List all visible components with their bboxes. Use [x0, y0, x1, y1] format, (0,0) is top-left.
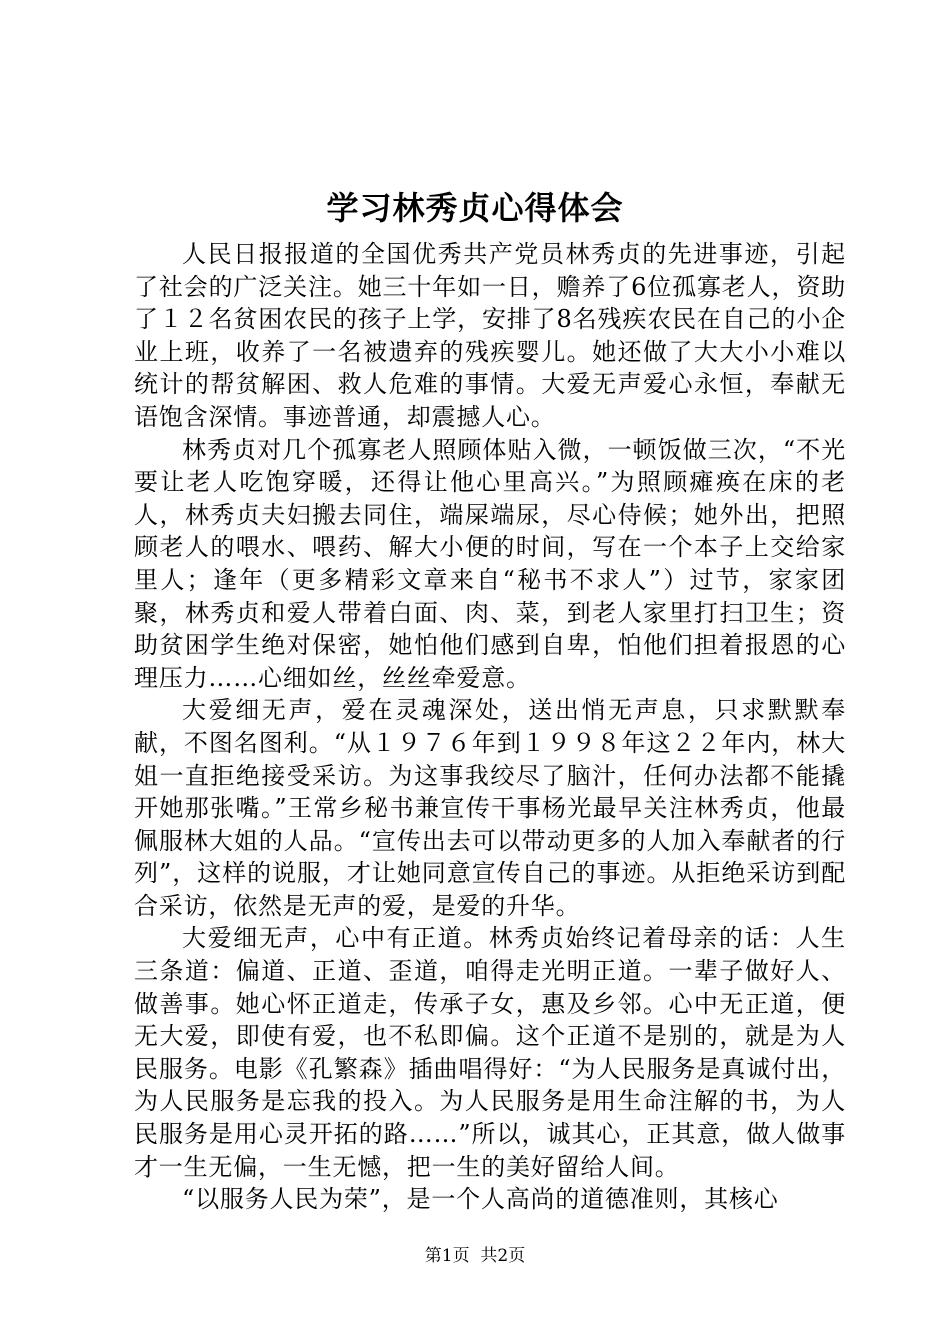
paragraph-1: 人民日报报道的全国优秀共产党员林秀贞的先进事迹，引起了社会的广泛关注。她三十年如一日，赡养了6位孤寡老人，资助了１２名贫困农民的孩子上学，安排了8名残疾农民在自己的小企业上班，收养了一名被遗弃的残疾婴儿。她还做了大大小小难以统计的帮贫解困、救人危难的事情。大爱无声爱心永恒，奉献无语饱含深情。事迹普通，却震撼人心。 — [134, 240, 846, 431]
page-number: 第1页 — [424, 1246, 470, 1266]
paragraph-4: 大爱细无声，心中有正道。林秀贞始终记着母亲的话：人生三条道：偏道、正道、歪道，咱得走光明正道。一辈子做好人、做善事。她心怀正道走，传承子女，惠及乡邻。心中无正道，便无大爱，即使有爱，也不私即偏。这个正道不是别的，就是为人民服务。电影《孔繁森》插曲唱得好：“为人民服务是真诚付出，为人民服务是忘我的投入。为人民服务是用生命注解的书，为人民服务是用心灵开拓的路……”所以，诚其心，正其意，做人做事才一生无偏，一生无憾，把一生的美好留给人间。 — [134, 924, 846, 1181]
paragraph-5: “以服务人民为荣”，是一个人高尚的道德准则，其核心 — [182, 1185, 779, 1214]
paragraph-3: 大爱细无声，爱在灵魂深处，送出悄无声息，只求默默奉献，不图名图利。“从１９７６年到１９９８年这２２年内，林大姐一直拒绝接受采访。为这事我绞尽了脑汁，任何办法都不能撬开她那张嘴。”王常乡秘书兼宣传干事杨光最早关注林秀贞，他最佩服林大姐的人品。“宣传出去可以带动更多的人加入奉献者的行列”，这样的说服，才让她同意宣传自己的事迹。从拒绝采访到配合采访，依然是无声的爱，是爱的升华。 — [134, 696, 846, 920]
footer-gap — [470, 1246, 481, 1266]
document-body — [134, 238, 846, 1216]
page-footer — [0, 1244, 950, 1268]
document-title: 学习林秀贞心得体会 — [326, 189, 624, 227]
total-pages: 共2页 — [480, 1246, 526, 1266]
paragraph-2: 林秀贞对几个孤寡老人照顾体贴入微，一顿饭做三次，“不光要让老人吃饱穿暖，还得让他心里高兴。”为照顾瘫痪在床的老人，林秀贞夫妇搬去同住，端屎端尿，尽心侍候；她外出，把照顾老人的喂水、喂药、解大小便的时间，写在一个本子上交给家里人；逢年（更多精彩文章来自“秘书不求人”）过节，家家团聚，林秀贞和爱人带着白面、肉、菜，到老人家里打扫卫生；资助贫困学生绝对保密，她怕他们感到自卑，怕他们担着报恩的心理压力……心细如丝，丝丝牵爱意。 — [134, 435, 846, 692]
